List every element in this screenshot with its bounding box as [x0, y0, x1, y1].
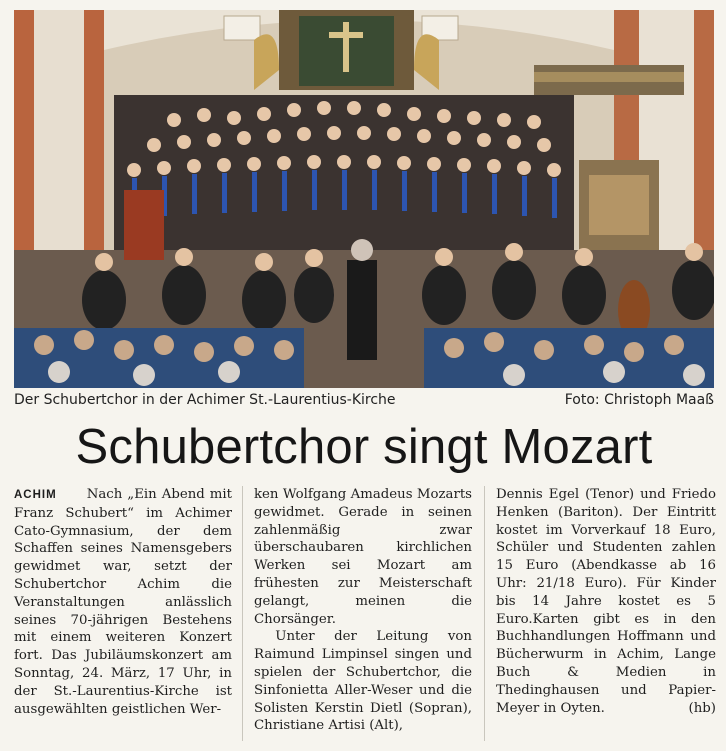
- article-body: [14, 486, 716, 746]
- concert-photo-drawing: [14, 10, 714, 388]
- paragraph-1: Nach „Ein Abend mit Franz Schubert“ im Achimer Cato-Gymnasium, der dem Schaffen seines Namensgebers gewidmet war, setzt der Schubertchor Achim die Veranstaltungen anlässlich seines 70-jährigen Bestehens mit einem weiteren Konzert fort. Das Jubiläumskonzert am Sonntag, 24. März, 17 Uhr, in der St.-Laurentius-Kirche ist ausgewählten geistlichen Wer-: [14, 487, 232, 717]
- concert-photo: [14, 10, 714, 388]
- photo-caption-row: [14, 392, 714, 414]
- article-headline: Schubertchor singt Mozart: [75, 420, 653, 474]
- paragraph-2: ken Wolfgang Amadeus Mozarts gewidmet. Gerade in seinen zahlenmäßig zwar überschaubaren kirchlichen Werken sei Mozart am frühesten zur Meisterschaft gelangt, meinen die Chorsänger.: [254, 487, 472, 627]
- article-column-2: [254, 486, 472, 735]
- paragraph-3: Unter der Leitung von Raimund Limpinsel singen und spielen der Schubertchor, die Sinfonietta Aller-Weser und die Solisten Kerstin Dietl (Sopran), Christiane Artisi (Alt),: [254, 629, 472, 734]
- photo-caption: Der Schubertchor in der Achimer St.-Laurentius-Kirche: [14, 392, 396, 408]
- article-column-1: [14, 486, 232, 718]
- article-column-3: [496, 486, 716, 717]
- column-divider: [484, 486, 485, 741]
- photo-credit: Foto: Christoph Maaß: [564, 392, 714, 408]
- dateline: ACHIM: [14, 489, 57, 501]
- author-signature: (hb): [688, 700, 716, 716]
- column-divider: [242, 486, 243, 741]
- paragraph-4: Dennis Egel (Tenor) und Friedo Henken (Bariton). Der Eintritt kostet im Vorverkauf 18 Euro, Schüler und Studenten zahlen 15 Euro (Abendkasse ab 16 Uhr: 21/18 Euro). Für Kinder bis 14 Jahre kostet es 5 Euro.Karten gibt es in den Buchhandlungen Hoffmann und Bücherwurm in Achim, Lange Buch & Medien in Thedinghausen und Papier-Meyer in Oyten.: [496, 487, 716, 716]
